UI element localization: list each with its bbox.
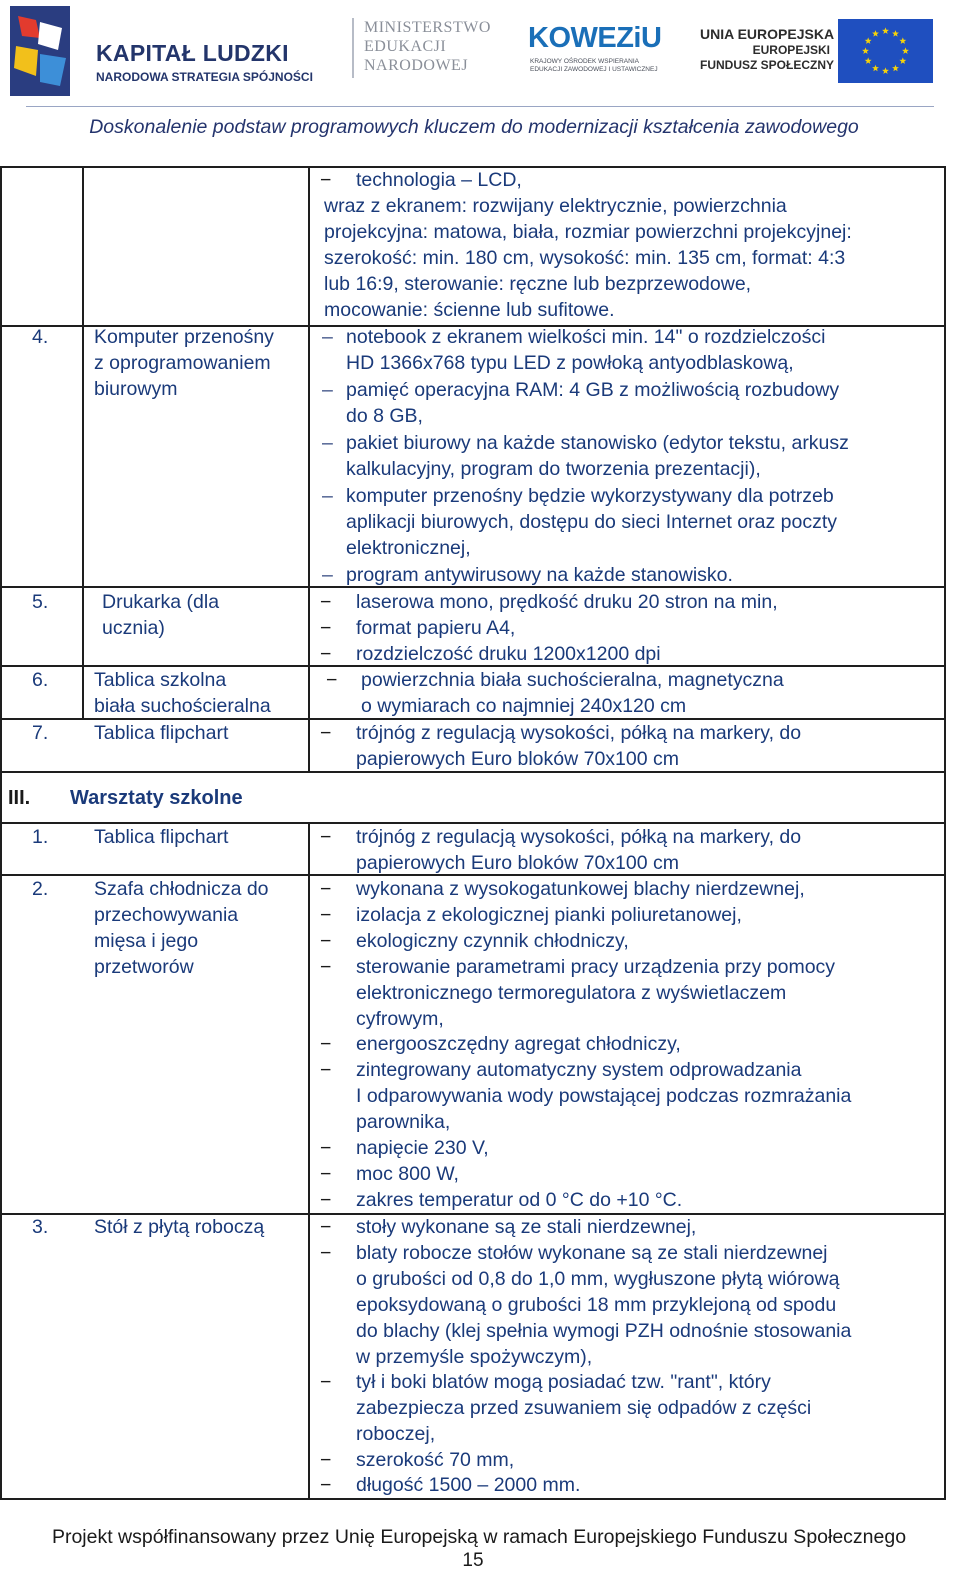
bullet-dash: − xyxy=(320,1449,332,1471)
row-7-line-1: trójnóg z regulacją wysokości, półką na markery, do xyxy=(356,722,802,744)
section-row-2-line-5: elektronicznego termoregulatora z wyświetlaczem xyxy=(356,982,787,1004)
section-row-3-line-5: do blachy (klej spełnia wymogi PZH odnośnie stosowania xyxy=(356,1320,852,1342)
table-border-left xyxy=(0,166,2,1500)
bullet-dash: − xyxy=(320,904,332,926)
section-row-3-line-10: szerokość 70 mm, xyxy=(356,1449,515,1471)
bullet-dash: – xyxy=(322,564,333,586)
bullet-dash: – xyxy=(322,485,333,507)
men-line-3: NARODOWEJ xyxy=(364,57,469,74)
section-row-1-line-1: trójnóg z regulacją wysokości, półką na markery, do xyxy=(356,826,802,848)
row-5-number: 5. xyxy=(32,591,49,613)
row-5-name-2: ucznia) xyxy=(102,617,165,639)
bullet-dash: − xyxy=(320,1474,332,1496)
section-row-2-line-1: wykonana z wysokogatunkowej blachy nierdzewnej, xyxy=(356,878,805,900)
bullet-dash: – xyxy=(322,432,333,454)
column-divider-2 xyxy=(308,166,310,771)
row-5-line-1: laserowa mono, prędkość druku 20 stron na min, xyxy=(356,591,778,613)
header-divider xyxy=(26,106,934,107)
row-4-line-6: kalkulacyjny, program do tworzenia prezentacji), xyxy=(346,458,761,480)
men-logo xyxy=(352,18,524,78)
cont-line-4: szerokość: min. 180 cm, wysokość: min. 135 cm, format: 4:3 xyxy=(324,247,846,269)
section-row-3-line-8: zabezpiecza przed zsuwaniem się odpadów z części xyxy=(356,1397,812,1419)
section-row-2-line-11: napięcie 230 V, xyxy=(356,1137,489,1159)
row-4-line-5: pakiet biurowy na każde stanowisko (edytor tekstu, arkusz xyxy=(346,432,849,454)
cont-line-5: lub 16:9, sterowanie: ręczne lub bezprzewodowe, xyxy=(324,273,752,295)
row-7-number: 7. xyxy=(32,722,49,744)
kapital-ludzki-title: KAPITAŁ LUDZKI xyxy=(96,40,289,66)
section-row-3-number: 3. xyxy=(32,1216,49,1238)
bullet-dash: − xyxy=(320,1163,332,1185)
section-row-2-line-12: moc 800 W, xyxy=(356,1163,459,1185)
bullet-dash: − xyxy=(320,930,332,952)
row-7-name-1: Tablica flipchart xyxy=(94,722,229,744)
row-6-number: 6. xyxy=(32,669,49,691)
koweziu-logo xyxy=(528,22,662,78)
koweziu-sub-line-1: KRAJOWY OŚRODEK WSPIERANIA xyxy=(530,58,639,65)
section-row-3-line-4: epoksydowaną o grubości 18 mm przyklejoną od spodu xyxy=(356,1294,837,1316)
section-title: Warsztaty szkolne xyxy=(70,787,243,809)
section-row-2-line-8: zintegrowany automatyczny system odprowadzania xyxy=(356,1059,802,1081)
section-row-1-name: Tablica flipchart xyxy=(94,826,229,848)
men-line-2: EDUKACJI xyxy=(364,38,447,55)
section-row-2-name-4: przetworów xyxy=(94,956,194,978)
section-row-2-line-6: cyfrowym, xyxy=(356,1008,444,1030)
row-4-line-2: HD 1366x768 typu LED z powłoką antyodblaskową, xyxy=(346,352,794,374)
row-4-line-10: program antywirusowy na każde stanowisko. xyxy=(346,564,733,586)
eu-flag-icon xyxy=(838,19,933,83)
section-row-2-name-2: przechowywania xyxy=(94,904,239,926)
bullet-dash: – xyxy=(322,326,333,348)
row-5-line-2: format papieru A4, xyxy=(356,617,516,639)
row-4-line-3: pamięć operacyjna RAM: 4 GB z możliwością rozbudowy xyxy=(346,379,840,401)
bullet-dash: − xyxy=(320,643,332,665)
section-row-2-name-1: Szafa chłodnicza do xyxy=(94,878,269,900)
row-6-name-1: Tablica szkolna xyxy=(94,669,227,691)
section-row-3-line-1: stoły wykonane są ze stali nierdzewnej, xyxy=(356,1216,697,1238)
page-number: 15 xyxy=(462,1550,484,1571)
bullet-dash: − xyxy=(320,878,332,900)
row-4-name-3: biurowym xyxy=(94,378,178,400)
row-6-line-1: powierzchnia biała suchościeralna, magnetyczna xyxy=(361,669,784,691)
bullet-dash: − xyxy=(320,722,332,744)
section-row-3-line-6: w przemyśle spożywczym), xyxy=(356,1346,593,1368)
row-6-name-2: biała suchościeralna xyxy=(94,695,271,717)
row-4-name-1: Komputer przenośny xyxy=(94,326,274,348)
bullet-dash: − xyxy=(320,1371,332,1393)
document-title: Doskonalenie podstaw programowych kluczem do modernizacji kształcenia zawodowego xyxy=(89,116,859,138)
koweziu-sub-line-2: EDUKACJI ZAWODOWEJ I USTAWICZNEJ xyxy=(530,66,658,73)
bullet-dash: − xyxy=(320,1242,332,1264)
section-row-2-line-13: zakres temperatur od 0 °C do +10 °C. xyxy=(356,1189,683,1211)
section-row-2-line-9: I odparowywania wody powstającej podczas rozmrażania xyxy=(356,1085,852,1107)
row-6-line-2: o wymiarach co najmniej 240x120 cm xyxy=(361,695,687,717)
column-divider-1 xyxy=(82,166,84,718)
section-row-2-line-10: parownika, xyxy=(356,1111,451,1133)
header-logos xyxy=(0,0,960,105)
bullet-dash: − xyxy=(320,591,332,613)
men-line-1: MINISTERSTWO xyxy=(364,19,491,36)
row-7-line-2: papierowych Euro bloków 70x100 cm xyxy=(356,748,680,770)
section-row-3-line-7: tył i boki blatów mogą posiadać tzw. "rant", który xyxy=(356,1371,771,1393)
row-5-line-3: rozdzielczość druku 1200x1200 dpi xyxy=(356,643,661,665)
bullet-dash: – xyxy=(322,379,333,401)
cont-line-1: technologia – LCD, xyxy=(356,169,522,191)
section-row-1-line-2: papierowych Euro bloków 70x100 cm xyxy=(356,852,680,874)
section-row-2-line-3: ekologiczny czynnik chłodniczy, xyxy=(356,930,629,952)
section-row-2-line-2: izolacja z ekologicznej pianki poliuretanowej, xyxy=(356,904,742,926)
row-4-number: 4. xyxy=(32,326,49,348)
kapital-ludzki-subtitle: NARODOWA STRATEGIA SPÓJNOŚCI xyxy=(96,70,313,84)
footer-text: Projekt współfinansowany przez Unię Europejską w ramach Europejskiego Funduszu Społecznego xyxy=(51,1526,907,1548)
bullet-dash: − xyxy=(320,1137,332,1159)
row-4-line-7: komputer przenośny będzie wykorzystywany dla potrzeb xyxy=(346,485,834,507)
bullet-dash: − xyxy=(320,1059,332,1081)
bullet-dash: − xyxy=(320,1033,332,1055)
row-4-line-1: notebook z ekranem wielkości min. 14" o rozdzielczości xyxy=(346,326,826,348)
ue-line-2: EUROPEJSKI xyxy=(752,43,830,57)
section-row-3-line-9: roboczej, xyxy=(356,1423,436,1445)
section-row-3-line-2: blaty robocze stołów wykonane są ze stali nierdzewnej xyxy=(356,1242,828,1264)
kapital-ludzki-logo xyxy=(10,6,313,96)
column-divider-2b xyxy=(308,822,310,1500)
cont-line-2: wraz z ekranem: rozwijany elektrycznie, powierzchnia xyxy=(324,195,787,217)
koweziu-subtitle xyxy=(530,58,658,74)
ue-line-1: UNIA EUROPEJSKA xyxy=(700,26,835,42)
kapital-ludzki-emblem-icon xyxy=(10,6,80,96)
section-row-2-line-7: energooszczędny agregat chłodniczy, xyxy=(356,1033,681,1055)
bullet-dash: − xyxy=(320,956,332,978)
row-4-line-9: elektronicznej, xyxy=(346,537,471,559)
table-border-bottom xyxy=(0,1498,946,1500)
section-row-2-number: 2. xyxy=(32,878,49,900)
koweziu-title: KOWEZiU xyxy=(528,22,662,54)
row-4-line-4: do 8 GB, xyxy=(346,405,423,427)
section-row-3-name: Stół z płytą roboczą xyxy=(94,1216,265,1238)
section-row-3-line-11: długość 1500 – 2000 mm. xyxy=(356,1474,581,1496)
table-border-right xyxy=(944,166,946,1500)
ue-logo-text xyxy=(700,26,835,73)
bullet-dash: − xyxy=(320,1216,332,1238)
section-row-2-name-3: mięsa i jego xyxy=(94,930,199,952)
bullet-dash: − xyxy=(320,169,332,191)
row-5-name-1: Drukarka (dla xyxy=(102,591,220,613)
row-4-line-8: aplikacji biurowych, dostępu do sieci Internet oraz poczty xyxy=(346,511,838,533)
cont-line-6: mocowanie: ścienne lub sufitowe. xyxy=(324,299,615,321)
bullet-dash: − xyxy=(320,826,332,848)
cont-line-3: projekcyjna: matowa, biała, rozmiar powierzchni projekcyjnej: xyxy=(324,221,852,243)
row-4-name-2: z oprogramowaniem xyxy=(94,352,271,374)
section-row-3-line-3: o grubości od 0,8 do 1,0 mm, wygłuszone płytą wiórową xyxy=(356,1268,840,1290)
ue-line-3: FUNDUSZ SPOŁECZNY xyxy=(700,58,835,72)
bullet-dash: − xyxy=(320,617,332,639)
section-number: III. xyxy=(8,787,31,809)
section-row-1-number: 1. xyxy=(32,826,49,848)
section-row-2-line-4: sterowanie parametrami pracy urządzenia przy pomocy xyxy=(356,956,836,978)
bullet-dash: − xyxy=(326,669,338,691)
bullet-dash: − xyxy=(320,1189,332,1211)
